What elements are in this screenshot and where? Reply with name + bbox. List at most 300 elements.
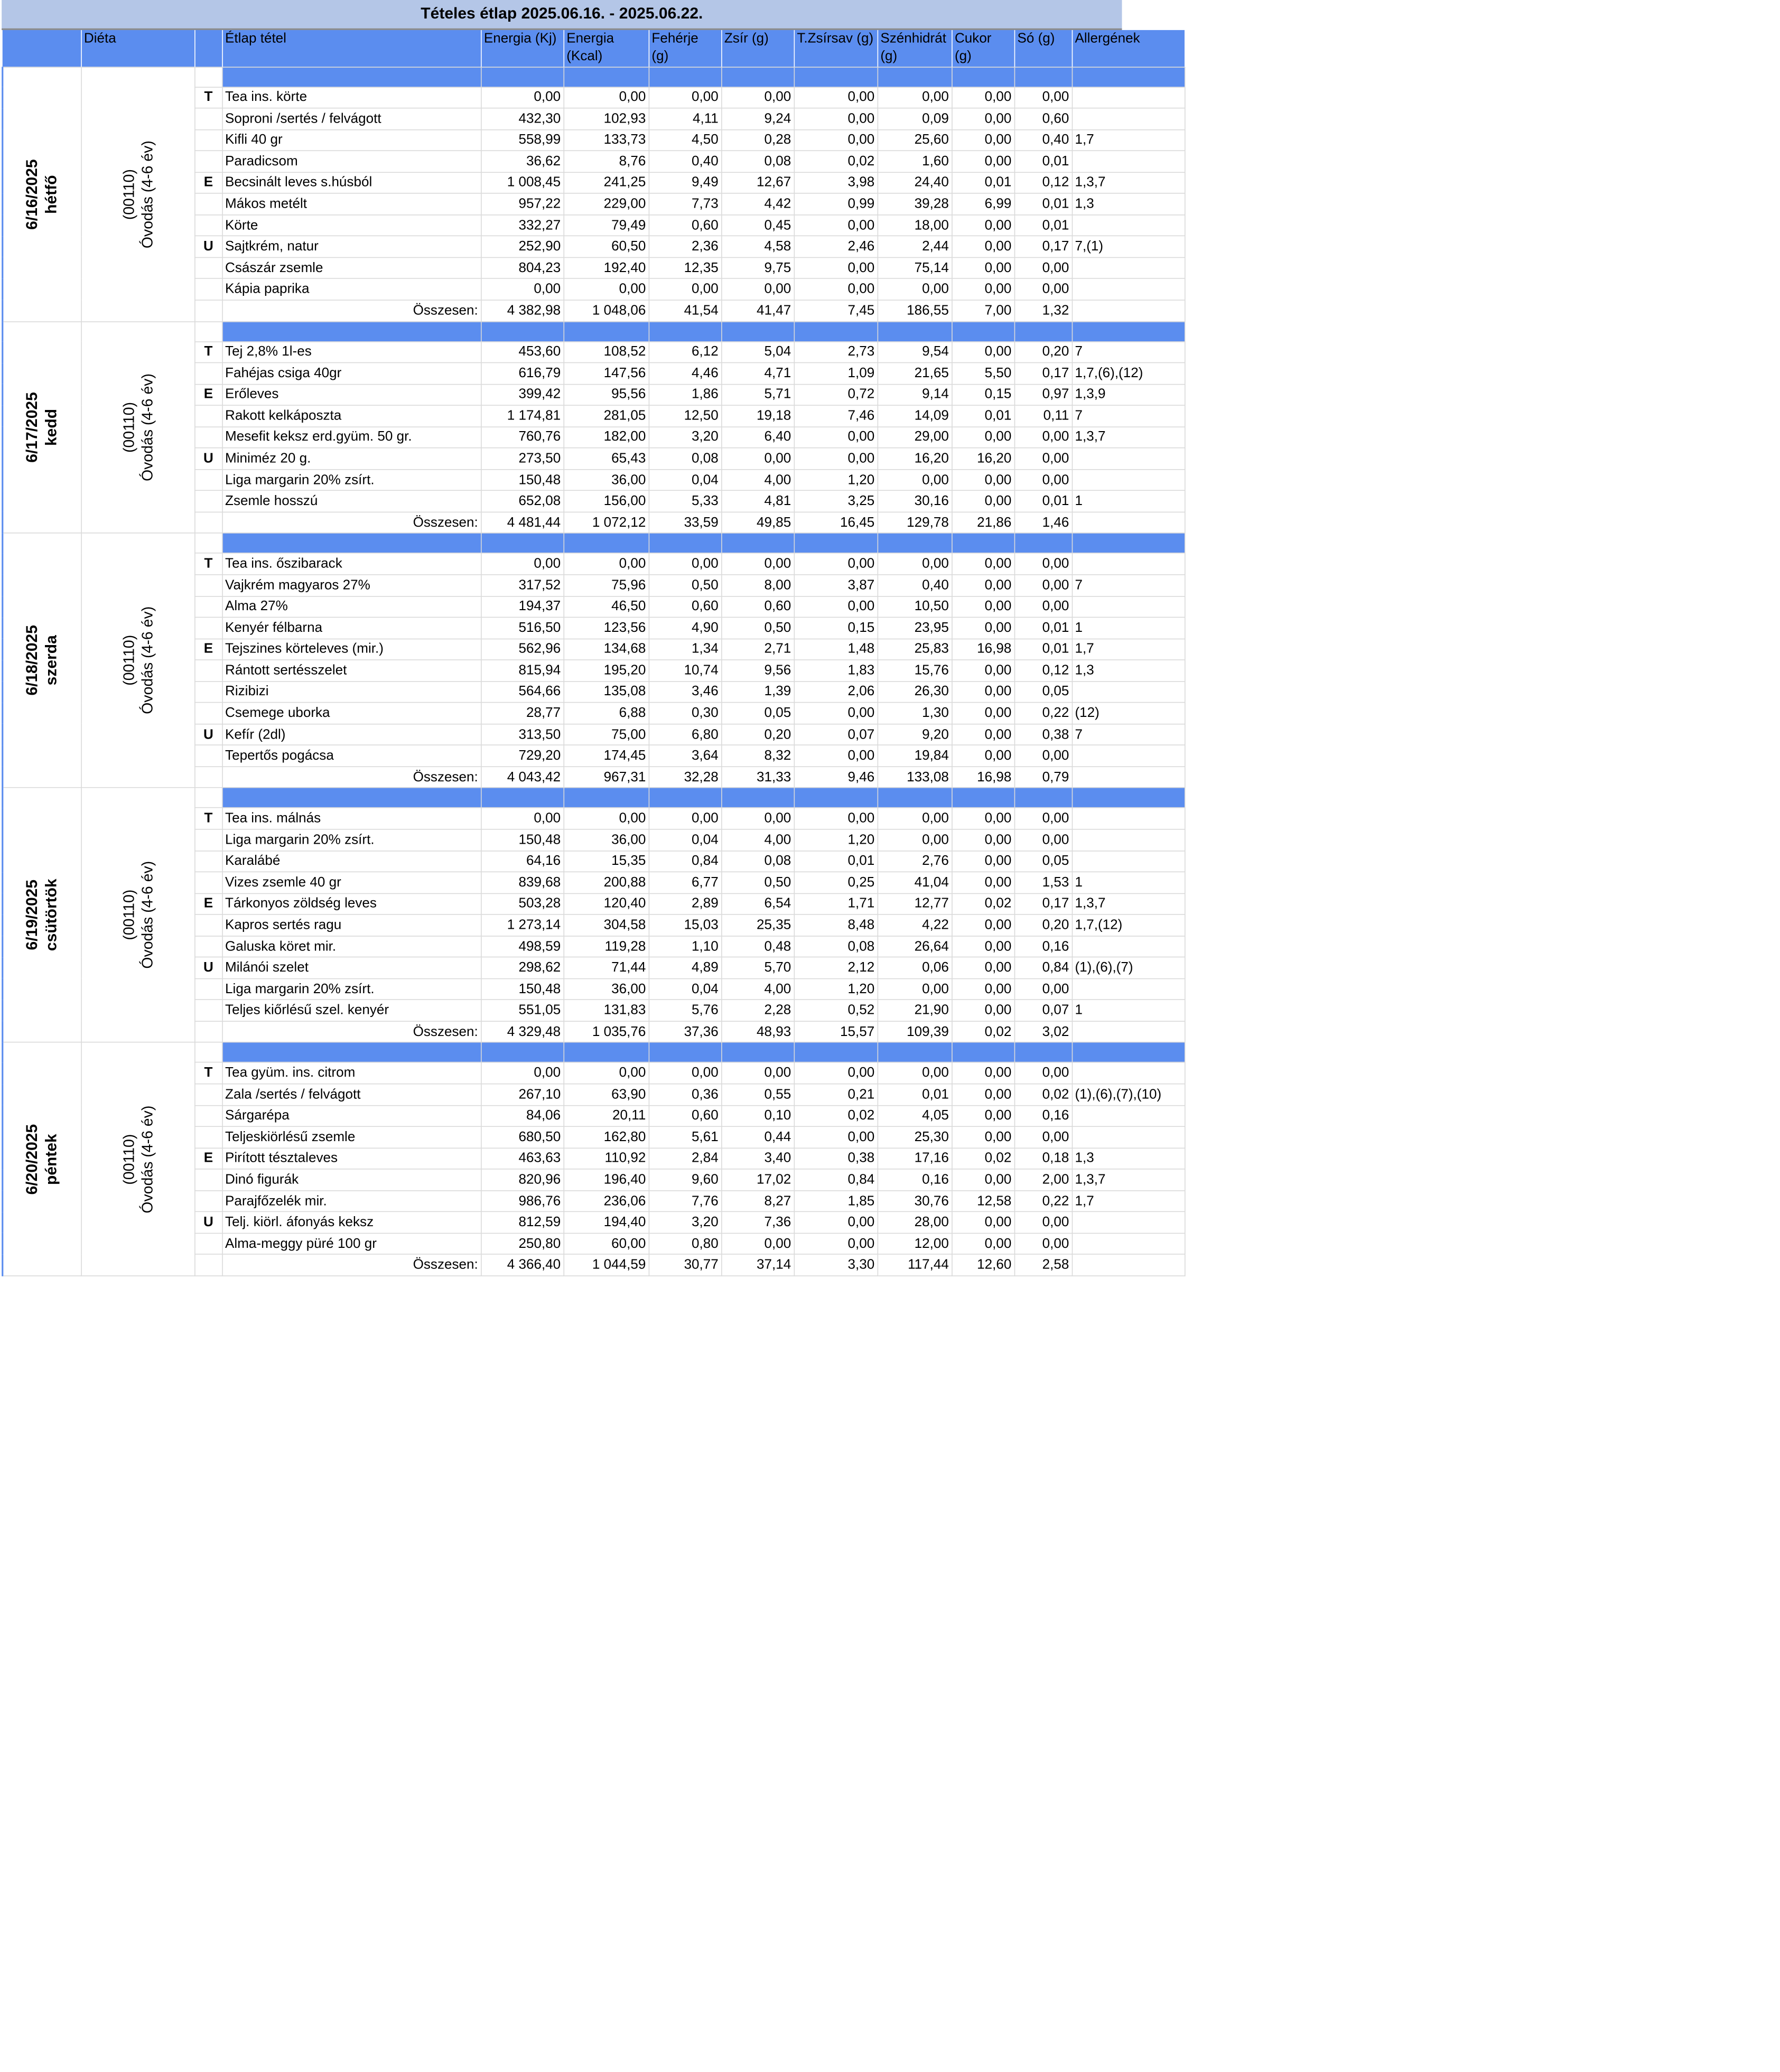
header-cell: Energia (Kcal) — [564, 30, 649, 67]
separator-cell — [564, 67, 649, 87]
total-value: 30,77 — [649, 1255, 721, 1276]
item-name: Milánói szelet — [222, 957, 481, 978]
value-cell: 36,00 — [564, 469, 649, 490]
value-cell: 0,00 — [952, 215, 1014, 236]
value-cell: 1,20 — [794, 469, 878, 490]
allergen-cell: (1),(6),(7),(10) — [1072, 1084, 1185, 1105]
value-cell: 0,00 — [952, 1212, 1014, 1233]
date-text: 6/16/2025 — [23, 158, 41, 230]
item-name: Alma-meggy püré 100 gr — [222, 1233, 481, 1254]
value-cell: 63,90 — [564, 1084, 649, 1105]
total-value: 4 043,42 — [481, 767, 563, 788]
value-cell: 0,06 — [878, 957, 952, 978]
value-cell: 0,00 — [649, 808, 721, 829]
separator-cell — [564, 321, 649, 341]
value-cell: 12,77 — [878, 893, 952, 914]
value-cell: 9,24 — [721, 108, 794, 129]
value-cell: 498,59 — [481, 936, 563, 957]
value-cell: 9,75 — [721, 257, 794, 278]
meal-marker — [194, 936, 222, 957]
diet-label — [119, 140, 156, 248]
value-cell: 4,00 — [721, 829, 794, 851]
value-cell: 123,56 — [564, 618, 649, 639]
header-cell: Zsír (g) — [721, 30, 794, 67]
total-value: 41,47 — [721, 300, 794, 321]
value-cell: 0,00 — [794, 1233, 878, 1254]
value-cell: 0,00 — [1014, 978, 1072, 1000]
separator-cell — [649, 321, 721, 341]
value-cell: 0,00 — [794, 448, 878, 469]
value-cell: 0,40 — [649, 151, 721, 172]
value-cell: 9,54 — [878, 341, 952, 362]
value-cell: 7,46 — [794, 405, 878, 426]
value-cell: 6,77 — [649, 872, 721, 893]
value-cell: 0,72 — [794, 384, 878, 405]
value-cell: 21,65 — [878, 363, 952, 384]
value-cell: 3,20 — [649, 1212, 721, 1233]
allergen-cell: 7 — [1072, 341, 1185, 362]
value-cell: 2,06 — [794, 682, 878, 703]
value-cell: 0,00 — [952, 575, 1014, 596]
value-cell: 0,20 — [1014, 914, 1072, 936]
total-label: Összesen: — [222, 1021, 481, 1042]
value-cell: 12,67 — [721, 172, 794, 193]
value-cell: 16,98 — [952, 639, 1014, 660]
separator-cell — [1072, 67, 1185, 87]
value-cell: 0,00 — [952, 618, 1014, 639]
value-cell: 0,00 — [564, 553, 649, 574]
value-cell: 0,00 — [564, 1062, 649, 1084]
day-separator-row — [3, 67, 1185, 87]
value-cell: 5,04 — [721, 341, 794, 362]
allergen-cell: 7 — [1072, 405, 1185, 426]
separator-cell — [878, 321, 952, 341]
meal-marker — [194, 1084, 222, 1105]
total-value: 32,28 — [649, 767, 721, 788]
item-name: Császár zsemle — [222, 257, 481, 278]
item-name: Mesefit keksz erd.gyüm. 50 gr. — [222, 427, 481, 448]
value-cell: 196,40 — [564, 1169, 649, 1190]
weekday-text: péntek — [43, 1133, 61, 1185]
value-cell: 0,04 — [649, 469, 721, 490]
day-label — [23, 1124, 61, 1194]
value-cell: 110,92 — [564, 1148, 649, 1169]
value-cell: 3,46 — [649, 682, 721, 703]
value-cell: 25,30 — [878, 1126, 952, 1147]
diet-name: Óvodás (4-6 év) — [138, 140, 156, 248]
value-cell: 4,71 — [721, 363, 794, 384]
value-cell: 4,00 — [721, 469, 794, 490]
meal-marker — [194, 1105, 222, 1126]
item-name: Kápia paprika — [222, 279, 481, 300]
meal-marker — [194, 1255, 222, 1276]
separator-cell — [878, 534, 952, 554]
value-cell: 0,22 — [1014, 1190, 1072, 1211]
value-cell: 9,56 — [721, 660, 794, 681]
separator-cell — [1014, 788, 1072, 808]
separator-cell — [952, 321, 1014, 341]
value-cell: 4,50 — [649, 129, 721, 151]
allergen-cell: (12) — [1072, 703, 1185, 724]
value-cell: 0,10 — [721, 1105, 794, 1126]
value-cell: 150,48 — [481, 978, 563, 1000]
total-value: 49,85 — [721, 512, 794, 533]
value-cell: 252,90 — [481, 236, 563, 257]
value-cell: 0,00 — [952, 341, 1014, 362]
diet-code: (00110) — [120, 890, 137, 941]
day-label — [23, 392, 61, 463]
value-cell: 0,00 — [721, 1233, 794, 1254]
header-cell: Cukor (g) — [952, 30, 1014, 67]
total-value: 109,39 — [878, 1021, 952, 1042]
value-cell: 36,00 — [564, 978, 649, 1000]
value-cell: 281,05 — [564, 405, 649, 426]
value-cell: 0,00 — [952, 1233, 1014, 1254]
meal-marker — [194, 767, 222, 788]
value-cell: 9,20 — [878, 724, 952, 745]
meal-marker: U — [194, 236, 222, 257]
value-cell: 0,00 — [878, 279, 952, 300]
day-separator-row — [3, 1042, 1185, 1062]
value-cell: 194,37 — [481, 596, 563, 617]
value-cell: 5,61 — [649, 1126, 721, 1147]
value-cell: 0,00 — [794, 129, 878, 151]
day-label — [23, 159, 61, 230]
value-cell: 0,00 — [794, 279, 878, 300]
value-cell: 0,08 — [721, 151, 794, 172]
meal-marker — [194, 491, 222, 512]
allergen-cell — [1072, 151, 1185, 172]
total-value: 1 044,59 — [564, 1255, 649, 1276]
separator-cell — [222, 321, 481, 341]
meal-marker — [194, 1126, 222, 1147]
value-cell: 332,27 — [481, 215, 563, 236]
table-header — [3, 30, 1185, 67]
allergen-cell: 1,3,7 — [1072, 1169, 1185, 1190]
value-cell: 0,17 — [1014, 236, 1072, 257]
value-cell: 0,02 — [1014, 1084, 1072, 1105]
value-cell: 729,20 — [481, 745, 563, 767]
value-cell: 21,90 — [878, 1000, 952, 1021]
value-cell: 957,22 — [481, 193, 563, 214]
separator-cell — [1014, 1042, 1072, 1062]
day-label — [23, 879, 61, 951]
value-cell: 0,00 — [481, 553, 563, 574]
separator-cell — [878, 67, 952, 87]
value-cell: 0,00 — [1014, 745, 1072, 767]
total-value: 48,93 — [721, 1021, 794, 1042]
value-cell: 1,09 — [794, 363, 878, 384]
value-cell: 60,00 — [564, 1233, 649, 1254]
allergen-cell: 1,7,(6),(12) — [1072, 363, 1185, 384]
value-cell: 15,76 — [878, 660, 952, 681]
value-cell: 2,76 — [878, 851, 952, 872]
value-cell: 0,00 — [1014, 448, 1072, 469]
value-cell: 1 008,45 — [481, 172, 563, 193]
value-cell: 2,12 — [794, 957, 878, 978]
meal-marker — [194, 469, 222, 490]
value-cell: 0,12 — [1014, 660, 1072, 681]
value-cell: 1,85 — [794, 1190, 878, 1211]
meal-marker — [194, 427, 222, 448]
value-cell: 0,00 — [794, 257, 878, 278]
separator-cell — [649, 1042, 721, 1062]
value-cell: 0,00 — [952, 703, 1014, 724]
value-cell: 0,04 — [649, 829, 721, 851]
day-cell — [3, 534, 81, 788]
value-cell: 8,00 — [721, 575, 794, 596]
meal-marker — [194, 363, 222, 384]
value-cell: 0,50 — [721, 872, 794, 893]
separator-cell — [721, 788, 794, 808]
value-cell: 1 273,14 — [481, 914, 563, 936]
value-cell: 5,50 — [952, 363, 1014, 384]
allergen-cell: 1,3,7 — [1072, 172, 1185, 193]
value-cell: 0,00 — [1014, 553, 1072, 574]
separator-cell — [878, 1042, 952, 1062]
value-cell: 0,00 — [878, 978, 952, 1000]
value-cell: 12,58 — [952, 1190, 1014, 1211]
value-cell: 453,60 — [481, 341, 563, 362]
value-cell: 200,88 — [564, 872, 649, 893]
diet-code: (00110) — [120, 1134, 137, 1185]
value-cell: 9,49 — [649, 172, 721, 193]
total-value: 37,14 — [721, 1255, 794, 1276]
meal-marker — [194, 1233, 222, 1254]
day-cell — [3, 67, 81, 321]
value-cell: 0,00 — [649, 279, 721, 300]
total-value: 33,59 — [649, 512, 721, 533]
value-cell: 0,09 — [878, 108, 952, 129]
diet-name: Óvodás (4-6 év) — [138, 861, 156, 969]
header-cell: Fehérje (g) — [649, 30, 721, 67]
value-cell: 64,16 — [481, 851, 563, 872]
value-cell: 17,16 — [878, 1148, 952, 1169]
allergen-cell: 1,3 — [1072, 193, 1185, 214]
diet-code: (00110) — [120, 402, 137, 453]
date-text: 6/17/2025 — [23, 392, 41, 463]
separator-cell — [794, 321, 878, 341]
meal-marker: T — [194, 1062, 222, 1084]
item-name: Körte — [222, 215, 481, 236]
value-cell: 29,00 — [878, 427, 952, 448]
total-label: Összesen: — [222, 300, 481, 321]
diet-name: Óvodás (4-6 év) — [138, 373, 156, 481]
value-cell: 6,99 — [952, 193, 1014, 214]
item-name: Zala /sertés / felvágott — [222, 1084, 481, 1105]
allergen-cell: 1 — [1072, 618, 1185, 639]
meal-marker — [194, 978, 222, 1000]
value-cell: 0,01 — [1014, 193, 1072, 214]
total-value: 7,00 — [952, 300, 1014, 321]
value-cell: 0,00 — [952, 724, 1014, 745]
meal-marker: T — [194, 341, 222, 362]
item-name: Tárkonyos zöldség leves — [222, 893, 481, 914]
value-cell: 236,06 — [564, 1190, 649, 1211]
diet-label — [119, 374, 156, 481]
value-cell: 25,83 — [878, 639, 952, 660]
value-cell: 0,02 — [794, 1105, 878, 1126]
item-name: Liga margarin 20% zsírt. — [222, 829, 481, 851]
value-cell: 0,00 — [952, 236, 1014, 257]
total-value: 4 329,48 — [481, 1021, 563, 1042]
header-cell — [194, 30, 222, 67]
meal-marker — [194, 829, 222, 851]
value-cell: 0,00 — [952, 427, 1014, 448]
value-cell: 0,40 — [1014, 129, 1072, 151]
value-cell: 0,00 — [952, 1084, 1014, 1105]
value-cell: 120,40 — [564, 893, 649, 914]
day-separator-row — [3, 534, 1185, 554]
value-cell: 839,68 — [481, 872, 563, 893]
value-cell: 0,00 — [878, 553, 952, 574]
value-cell: 0,00 — [1014, 808, 1072, 829]
allergen-cell — [1072, 829, 1185, 851]
value-cell: 0,16 — [1014, 1105, 1072, 1126]
value-cell: 18,00 — [878, 215, 952, 236]
value-cell: 0,08 — [794, 936, 878, 957]
separator-cell — [1014, 321, 1072, 341]
value-cell: 0,00 — [794, 1062, 878, 1084]
diet-cell — [81, 67, 194, 321]
item-name: Teljes kiőrlésű szel. kenyér — [222, 1000, 481, 1021]
meal-marker — [194, 193, 222, 214]
value-cell: 8,27 — [721, 1190, 794, 1211]
day-cell — [3, 1042, 81, 1276]
value-cell: 0,00 — [952, 1062, 1014, 1084]
total-value: 1,32 — [1014, 300, 1072, 321]
meal-marker — [194, 300, 222, 321]
value-cell: 0,00 — [564, 279, 649, 300]
allergen-cell — [1072, 745, 1185, 767]
value-cell: 1,30 — [878, 703, 952, 724]
value-cell: 17,02 — [721, 1169, 794, 1190]
value-cell: 1 174,81 — [481, 405, 563, 426]
meal-marker-cell — [194, 321, 222, 341]
meal-marker — [194, 405, 222, 426]
separator-cell — [721, 1042, 794, 1062]
value-cell: 0,01 — [1014, 215, 1072, 236]
total-value: 4 382,98 — [481, 300, 563, 321]
value-cell: 4,90 — [649, 618, 721, 639]
separator-cell — [481, 788, 563, 808]
value-cell: 16,20 — [952, 448, 1014, 469]
allergen-cell — [1072, 1233, 1185, 1254]
item-name: Telj. kiörl. áfonyás keksz — [222, 1212, 481, 1233]
day-label — [23, 626, 61, 696]
item-name: Rakott kelkáposzta — [222, 405, 481, 426]
allergen-cell: 1 — [1072, 872, 1185, 893]
allergen-cell: 7 — [1072, 724, 1185, 745]
total-value: 1 048,06 — [564, 300, 649, 321]
meal-marker — [194, 914, 222, 936]
total-value: 967,31 — [564, 767, 649, 788]
value-cell: 0,00 — [794, 596, 878, 617]
separator-cell — [1072, 321, 1185, 341]
value-cell: 0,00 — [952, 257, 1014, 278]
value-cell: 0,60 — [721, 596, 794, 617]
separator-cell — [721, 67, 794, 87]
value-cell: 28,00 — [878, 1212, 952, 1233]
item-name: Tea ins. málnás — [222, 808, 481, 829]
value-cell: 0,00 — [952, 108, 1014, 129]
total-value: 133,08 — [878, 767, 952, 788]
diet-code: (00110) — [120, 169, 137, 220]
total-value: 3,02 — [1014, 1021, 1072, 1042]
value-cell: 79,49 — [564, 215, 649, 236]
total-value: 7,45 — [794, 300, 878, 321]
value-cell: 7,36 — [721, 1212, 794, 1233]
separator-cell — [222, 534, 481, 554]
header-cell: Allergének — [1072, 30, 1185, 67]
separator-cell — [222, 1042, 481, 1062]
meal-marker — [194, 872, 222, 893]
meal-marker — [194, 1000, 222, 1021]
header-cell: Étlap tétel — [222, 30, 481, 67]
value-cell: 3,87 — [794, 575, 878, 596]
value-cell: 0,00 — [794, 215, 878, 236]
item-name: Teljeskiörlésű zsemle — [222, 1126, 481, 1147]
value-cell: 4,89 — [649, 957, 721, 978]
separator-cell — [222, 67, 481, 87]
total-value: 1 035,76 — [564, 1021, 649, 1042]
allergen-cell: 1,3 — [1072, 1148, 1185, 1169]
value-cell: 0,60 — [649, 215, 721, 236]
item-name: Vizes zsemle 40 gr — [222, 872, 481, 893]
value-cell: 0,00 — [952, 682, 1014, 703]
value-cell: 4,00 — [721, 978, 794, 1000]
value-cell: 0,15 — [794, 618, 878, 639]
meal-marker-cell — [194, 788, 222, 808]
value-cell: 463,63 — [481, 1148, 563, 1169]
header-cell: Szénhidrát (g) — [878, 30, 952, 67]
value-cell: 2,00 — [1014, 1169, 1072, 1190]
meal-marker: U — [194, 1212, 222, 1233]
item-name: Kapros sertés ragu — [222, 914, 481, 936]
value-cell: 0,00 — [794, 808, 878, 829]
separator-cell — [794, 67, 878, 87]
item-name: Miniméz 20 g. — [222, 448, 481, 469]
separator-cell — [952, 1042, 1014, 1062]
value-cell: 28,77 — [481, 703, 563, 724]
allergen-cell: 1,7 — [1072, 1190, 1185, 1211]
value-cell: 14,09 — [878, 405, 952, 426]
item-name: Tej 2,8% 1l-es — [222, 341, 481, 362]
value-cell: 0,00 — [794, 703, 878, 724]
item-name: Tea ins. körte — [222, 87, 481, 108]
meal-marker — [194, 660, 222, 681]
separator-cell — [222, 788, 481, 808]
diet-name: Óvodás (4-6 év) — [138, 606, 156, 715]
value-cell: 8,48 — [794, 914, 878, 936]
value-cell: 24,40 — [878, 172, 952, 193]
value-cell: 0,55 — [721, 1084, 794, 1105]
value-cell: 0,08 — [649, 448, 721, 469]
item-name: Paradicsom — [222, 151, 481, 172]
separator-cell — [952, 534, 1014, 554]
total-value: 186,55 — [878, 300, 952, 321]
value-cell: 6,88 — [564, 703, 649, 724]
value-cell: 0,20 — [721, 724, 794, 745]
value-cell: 4,22 — [878, 914, 952, 936]
separator-cell — [481, 534, 563, 554]
allergen-cell: 1 — [1072, 1000, 1185, 1021]
value-cell: 8,76 — [564, 151, 649, 172]
value-cell: 2,71 — [721, 639, 794, 660]
value-cell: 0,05 — [1014, 682, 1072, 703]
meal-marker: E — [194, 172, 222, 193]
value-cell: 182,00 — [564, 427, 649, 448]
